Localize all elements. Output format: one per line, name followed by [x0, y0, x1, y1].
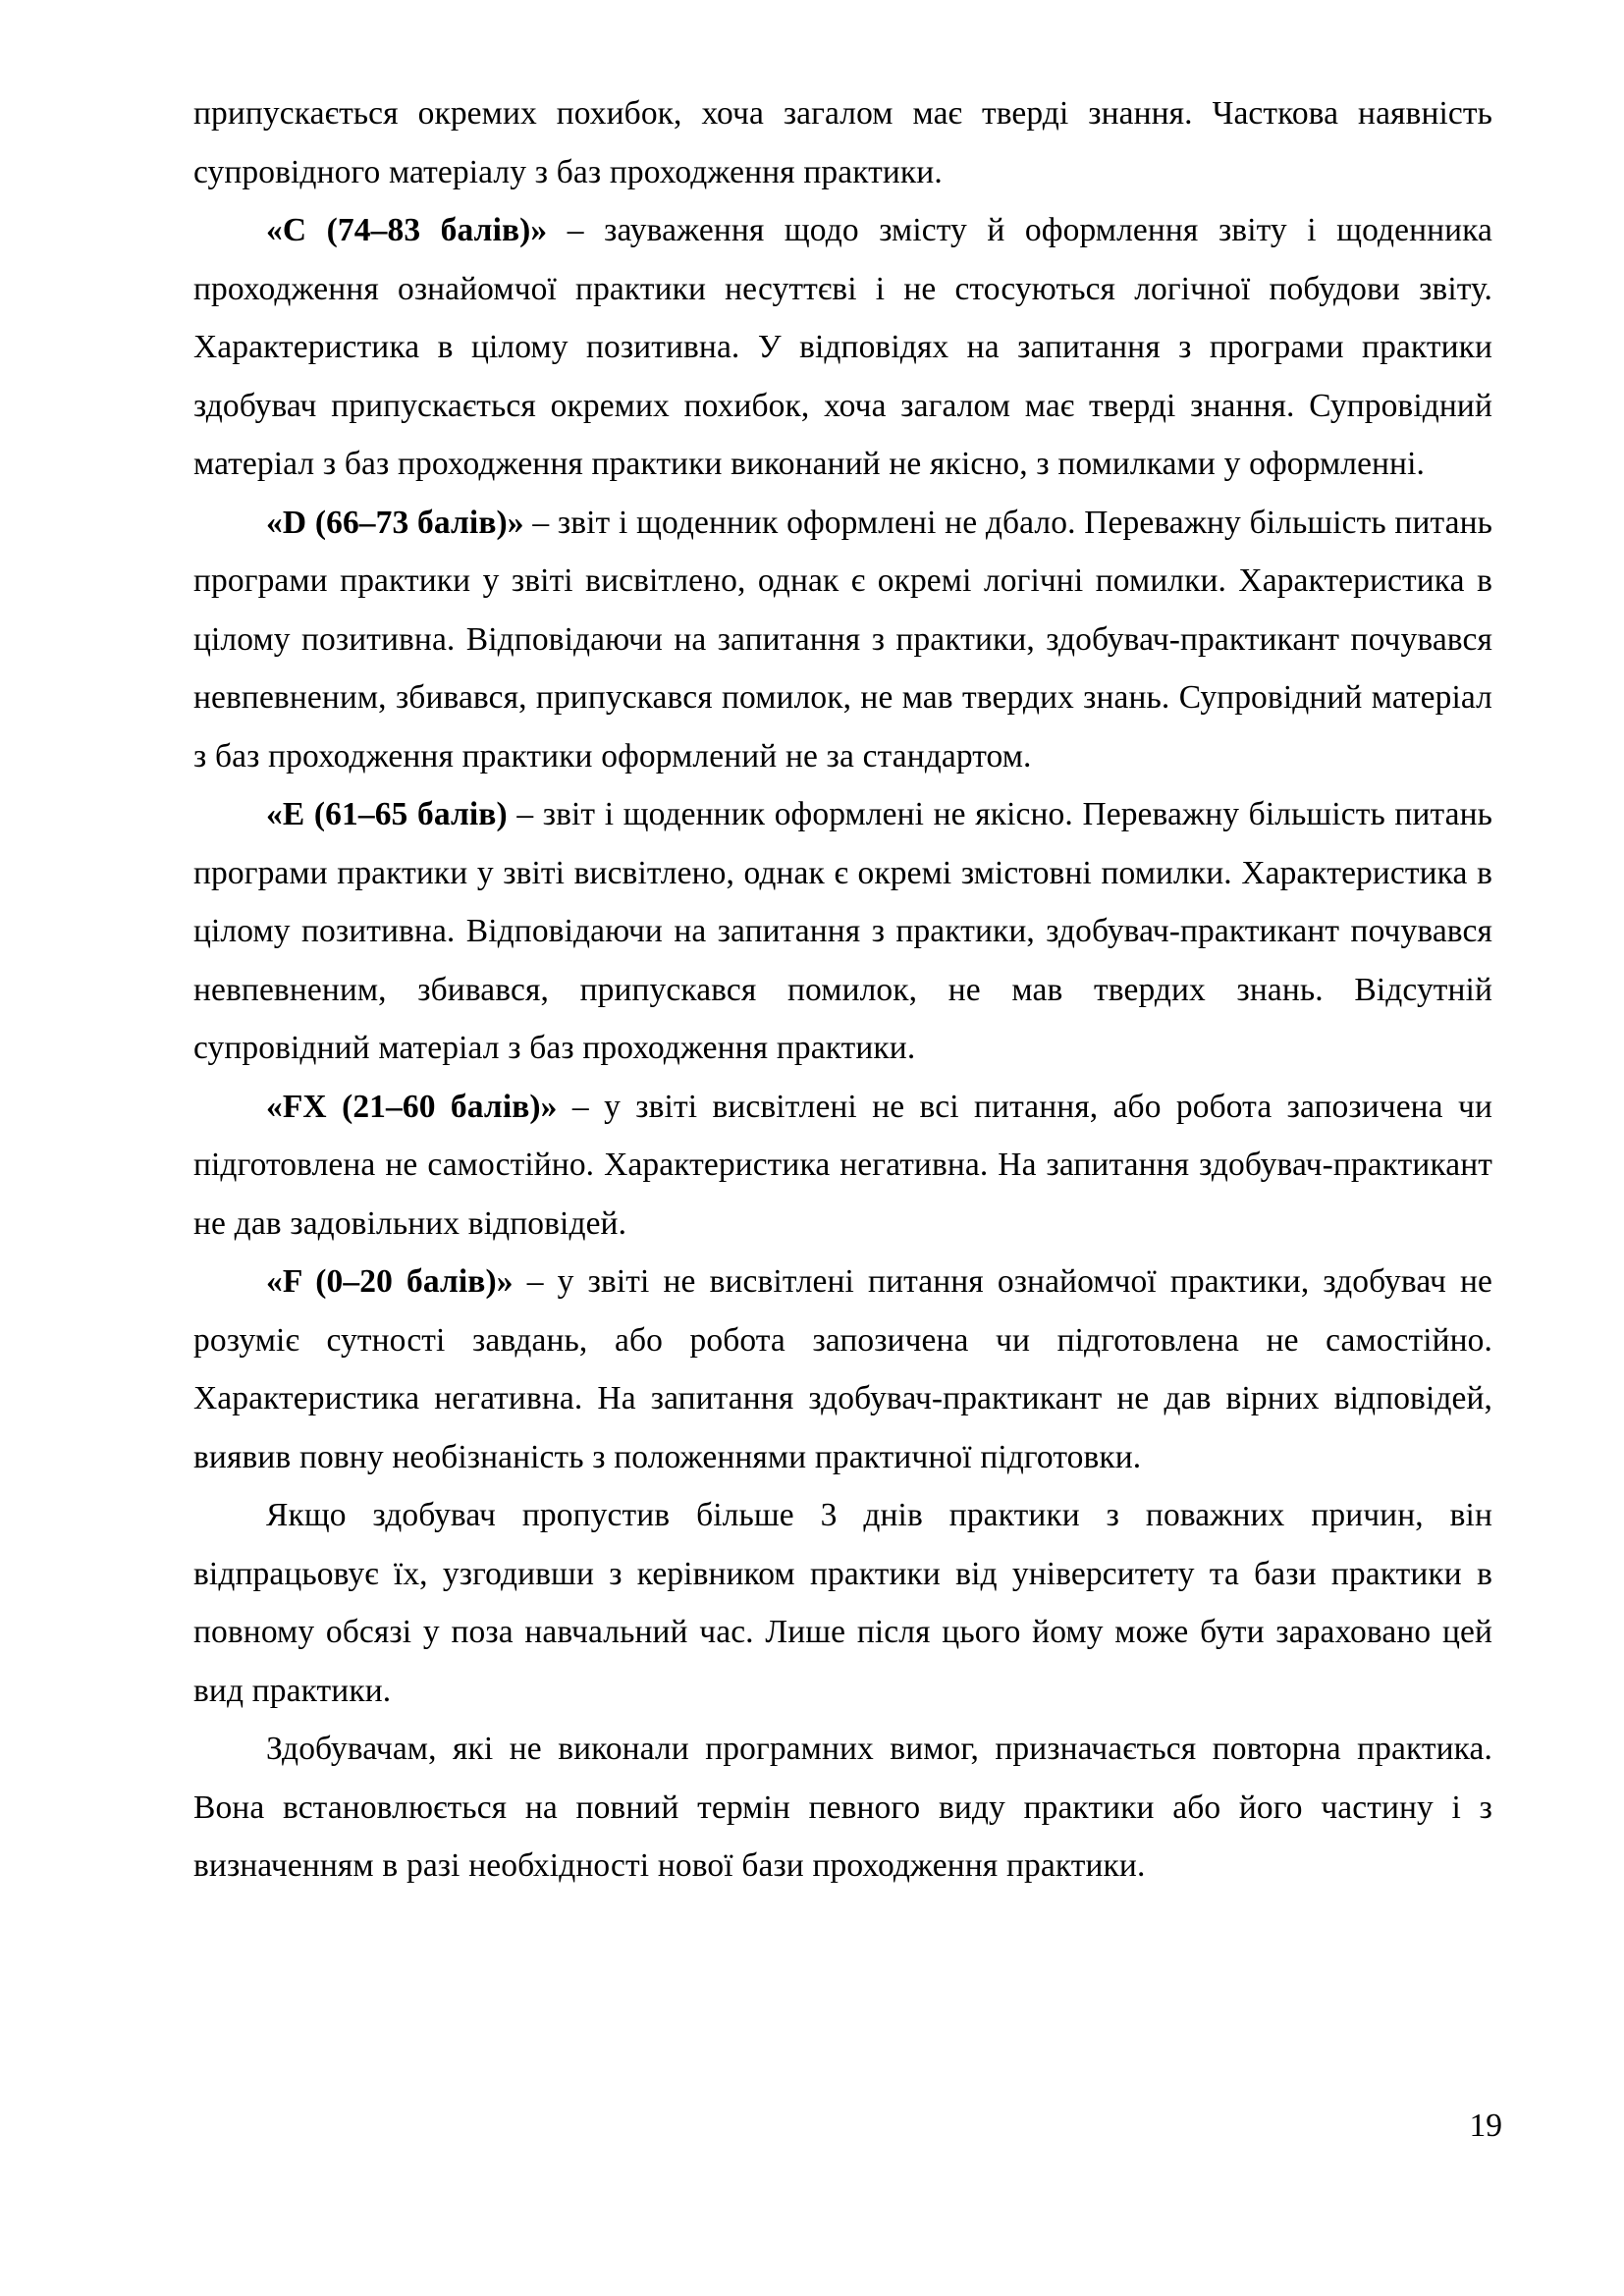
paragraph-continued [193, 84, 1492, 201]
paragraph-repeat-practice [193, 1720, 1492, 1896]
grade-label-fx: «FX (21–60 балів)» [266, 1088, 558, 1125]
grade-label-f: «F (0–20 балів)» [266, 1263, 514, 1300]
body-text-column [193, 84, 1492, 1896]
paragraph-text: – зауваження щодо змісту й оформлення звіту і щоденника проходження ознайомчої практики несуттєві і не стосуються логічної побудови звіту. Характеристика в цілому позитивна. У відповідях на запитання з програми практики здобувач припускається окремих похибок, хоча загалом має тверді знання. Супровідний матеріал з баз проходження практики виконаний не якісно, з помилками у оформленні. [193, 212, 1493, 482]
paragraph-text: Якщо здобувач пропустив більше 3 днів практики з поважних причин, він відпрацьовує їх, узгодивши з керівником практики від університету та бази практики в повному обсязі у поза навчальний час. Лише після цього йому може бути зараховано цей вид практики. [193, 1497, 1492, 1709]
paragraph-grade-e [193, 785, 1492, 1078]
paragraph-grade-c [193, 201, 1492, 494]
paragraph-text: Здобувачам, які не виконали програмних вимог, призначається повторна практика. Вона встановлюється на повний термін певного виду практики або його частину і з визначенням в разі необхідності нової бази проходження практики. [193, 1731, 1492, 1884]
paragraph-grade-fx [193, 1078, 1492, 1254]
grade-label-d: «D (66–73 балів)» [266, 504, 524, 541]
paragraph-text: – у звіті не висвітлені питання ознайомчої практики, здобувач не розуміє сутності завдань, або робота запозичена чи підготовлена не самостійно. Характеристика негативна. На запитання здобувач-практикант не дав вірних відповідей, виявив повну необізнаність з положеннями практичної підготовки. [193, 1263, 1492, 1475]
paragraph-text: – звіт і щоденник оформлені не дбало. Переважну більшість питань програми практики у звіті висвітлено, однак є окремі логічні помилки. Характеристика в цілому позитивна. Відповідаючи на запитання з практики, здобувач-практикант почувався невпевненим, збивався, припускався помилок, не мав твердих знань. Супровідний матеріал з баз проходження практики оформлений не за стандартом. [193, 504, 1493, 774]
paragraph-missed-days [193, 1486, 1492, 1720]
paragraph-grade-d [193, 494, 1492, 786]
paragraph-text: – у звіті висвітлені не всі питання, або робота запозичена чи підготовлена не самостійно. Характеристика негативна. На запитання здобувач-практикант не дав задовільних відповідей. [193, 1088, 1492, 1242]
paragraph-grade-f [193, 1253, 1492, 1486]
paragraph-text: – звіт і щоденник оформлені не якісно. Переважну більшість питань програми практики у звіті висвітлено, однак є окремі змістовні помилки. Характеристика в цілому позитивна. Відповідаючи на запитання з практики, здобувач-практикант почувався невпевненим, збивався, припускався помилок, не мав твердих знань. Відсутній супровідний матеріал з баз проходження практики. [193, 796, 1492, 1066]
page-number: 19 [1469, 2108, 1502, 2144]
grade-label-e: «E (61–65 балів) [266, 796, 508, 832]
grade-label-c: «C (74–83 балів)» [266, 212, 548, 248]
paragraph-text: припускається окремих похибок, хоча загалом має тверді знання. Часткова наявність супровідного матеріалу з баз проходження практики. [193, 95, 1492, 190]
